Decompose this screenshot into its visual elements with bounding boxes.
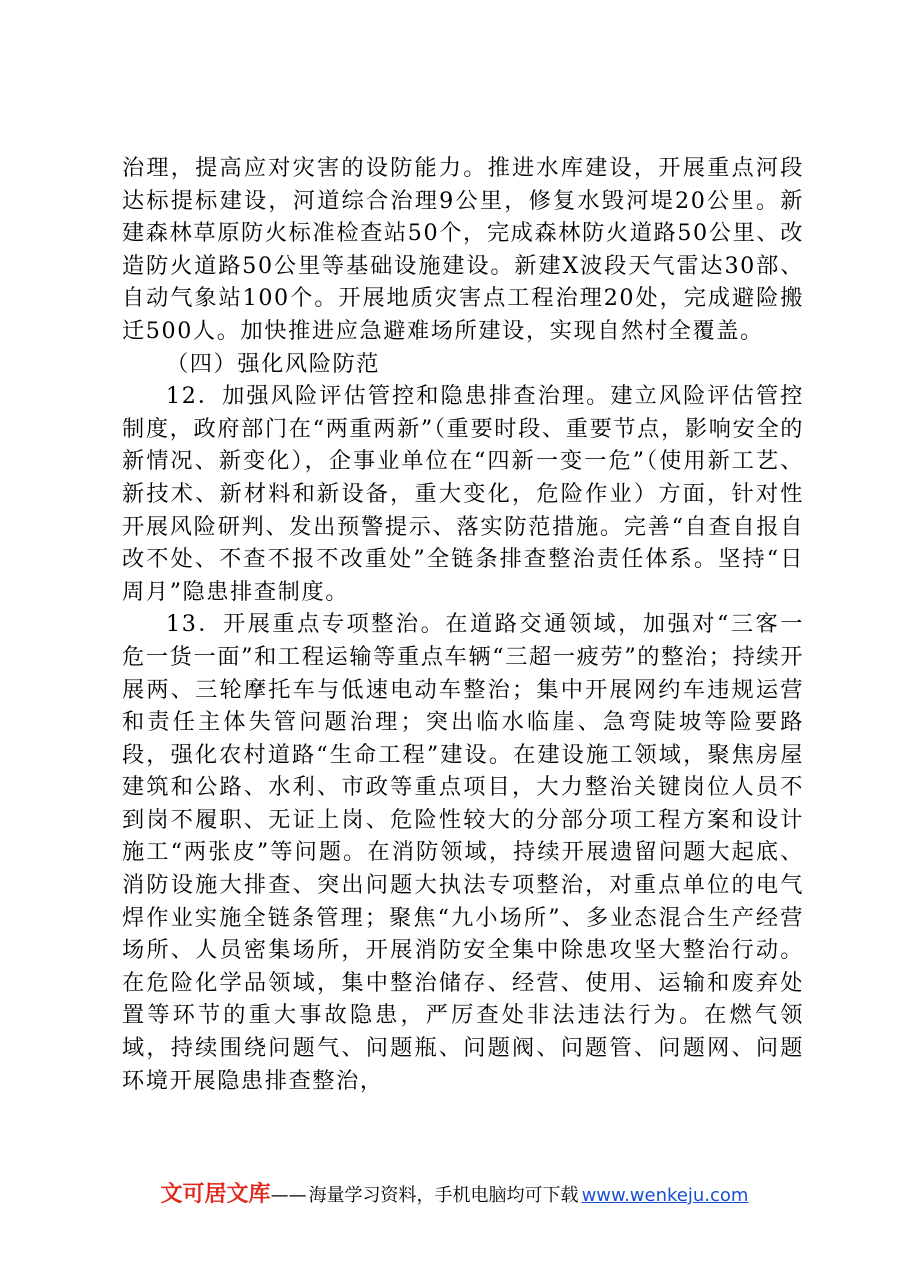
body-paragraph: 13．开展重点专项整治。在道路交通领域，加强对“三客一危一货一面”和工程运输等重点车辆“三超一疲劳”的整治；持续开展两、三轮摩托车与低速电动车整治；集中开展网约车违规运营和责任主体失管问题治理；突出临水临崖、急弯陡坡等险要路段，强化农村道路“生命工程”建设。在建设施工领域，聚焦房屋建筑和公路、水利、市政等重点项目，大力整治关键岗位人员不到岗不履职、无证上岗、危险性较大的分部分项工程方案和设计施工“两张皮”等问题。在消防领域，持续开展遗留问题大起底、消防设施大排查、突出问题大执法专项整治，对重点单位的电气焊作业实施全链条管理；聚焦“九小场所”、多业态混合生产经营场所、人员密集场所，开展消防安全集中除患攻坚大整治行动。在危险化学品领域，集中整治储存、经营、使用、运输和废弃处置等环节的重大事故隐患，严厉查处非法违法行为。在燃气领域，持续围绕问题气、问题瓶、问题阀、问题管、问题网、问题环境开展隐患排查整治， (122, 611, 804, 1094)
footer-tagline: 海量学习资料，手机电脑均可下载 (308, 1185, 579, 1206)
section-heading: （四）强化风险防范 (166, 350, 381, 377)
footer-dash: —— (270, 1185, 307, 1206)
footer-website-link[interactable]: www.wenkeju.com (581, 1185, 749, 1206)
footer-banner (0, 1181, 909, 1210)
body-paragraph: 12．加强风险评估管控和隐患排查治理。建立风险评估管控制度，政府部门在“两重两新”（重要时段、重要节点，影响安全的新情况、新变化），企事业单位在“四新一变一危”（使用新工艺、新技术、新材料和新设备，重大变化，危险作业）方面，针对性开展风险研判、发出预警提示、落实防范措施。完善“自查自报自改不处、不查不报不改重处”全链条排查整治责任体系。坚持“日周月”隐患排查制度。 (122, 383, 804, 605)
document-body (122, 152, 804, 1097)
body-paragraph: 治理，提高应对灾害的设防能力。推进水库建设，开展重点河段达标提标建设，河道综合治理9公里，修复水毁河堤20公里。新建森林草原防火标准检查站50个，完成森林防火道路50公里、改造防火道路50公里等基础设施建设。新建X波段天气雷达30部、自动气象站100个。开展地质灾害点工程治理20处，完成避险搬迁500人。加快推进应急避难场所建设，实现自然村全覆盖。 (122, 155, 804, 344)
footer-brand: 文可居文库 (160, 1182, 271, 1207)
